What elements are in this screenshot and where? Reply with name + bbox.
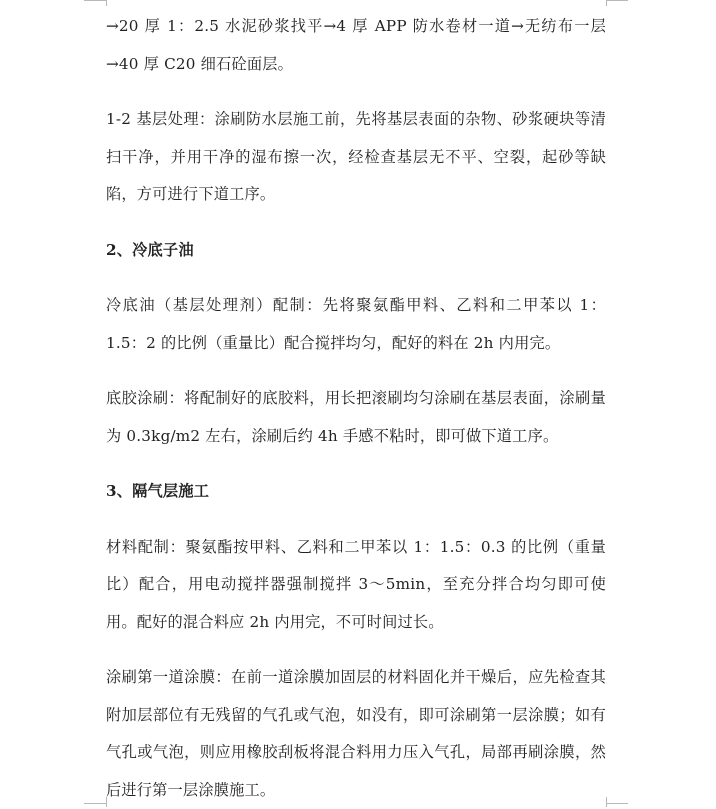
crop-mark-top-right-v bbox=[606, 0, 607, 6]
crop-mark-bottom-left-h bbox=[84, 803, 106, 804]
paragraph-first-coat: 涂刷第一道涂膜：在前一道涂膜加固层的材料固化并干燥后，应先检查其附加层部位有无残留的气孔或气泡，如没有，即可涂刷第一层涂膜；如有气孔或气泡，则应用橡胶刮板将混合料用力压入气孔，局部再刷涂膜，然后进行第一层涂膜施工。 bbox=[106, 668, 606, 799]
paragraph-layer-composition: →20 厚 1：2.5 水泥砂浆找平→4 厚 APP 防水卷材一道→无纺布一层→40 厚 C20 细石砼面层。 bbox=[106, 17, 606, 73]
crop-mark-bottom-right-h bbox=[606, 803, 628, 804]
paragraph-base-treatment: 1-2 基层处理：涂刷防水层施工前，先将基层表面的杂物、砂浆硬块等清扫干净，并用干净的湿布擦一次，经检查基层无不平、空裂，起砂等缺陷，方可进行下道工序。 bbox=[106, 110, 606, 203]
paragraph-primer-coating: 底胶涂刷：将配制好的底胶料，用长把滚刷均匀涂刷在基层表面，涂刷量为 0.3kg/m2 左右，涂刷后约 4h 手感不粘时，即可做下道工序。 bbox=[106, 389, 606, 445]
section-heading-cold-primer: 2、冷底子油 bbox=[106, 240, 194, 259]
section-heading-vapor-barrier: 3、隔气层施工 bbox=[106, 482, 210, 500]
crop-mark-bottom-right-v bbox=[606, 797, 607, 807]
document-body bbox=[106, 8, 606, 809]
crop-mark-top-left-v bbox=[106, 0, 107, 6]
paragraph-material-mixing: 材料配制：聚氨酯按甲料、乙料和二甲苯以 1：1.5：0.3 的比例（重量比）配合，用电动搅拌器强制搅拌 3～5min，至充分拌合均匀即可使用。配好的混合料应 2h 内用完，不可时间过长。 bbox=[106, 537, 606, 631]
paragraph-primer-mixing: 冷底油（基层处理剂）配制：先将聚氨酯甲料、乙料和二甲苯以 1：1.5：2 的比例（重量比）配合搅拌均匀，配好的料在 2h 内用完。 bbox=[106, 296, 606, 352]
crop-mark-top-left-h bbox=[84, 0, 106, 1]
crop-mark-top-right-h bbox=[606, 0, 628, 1]
